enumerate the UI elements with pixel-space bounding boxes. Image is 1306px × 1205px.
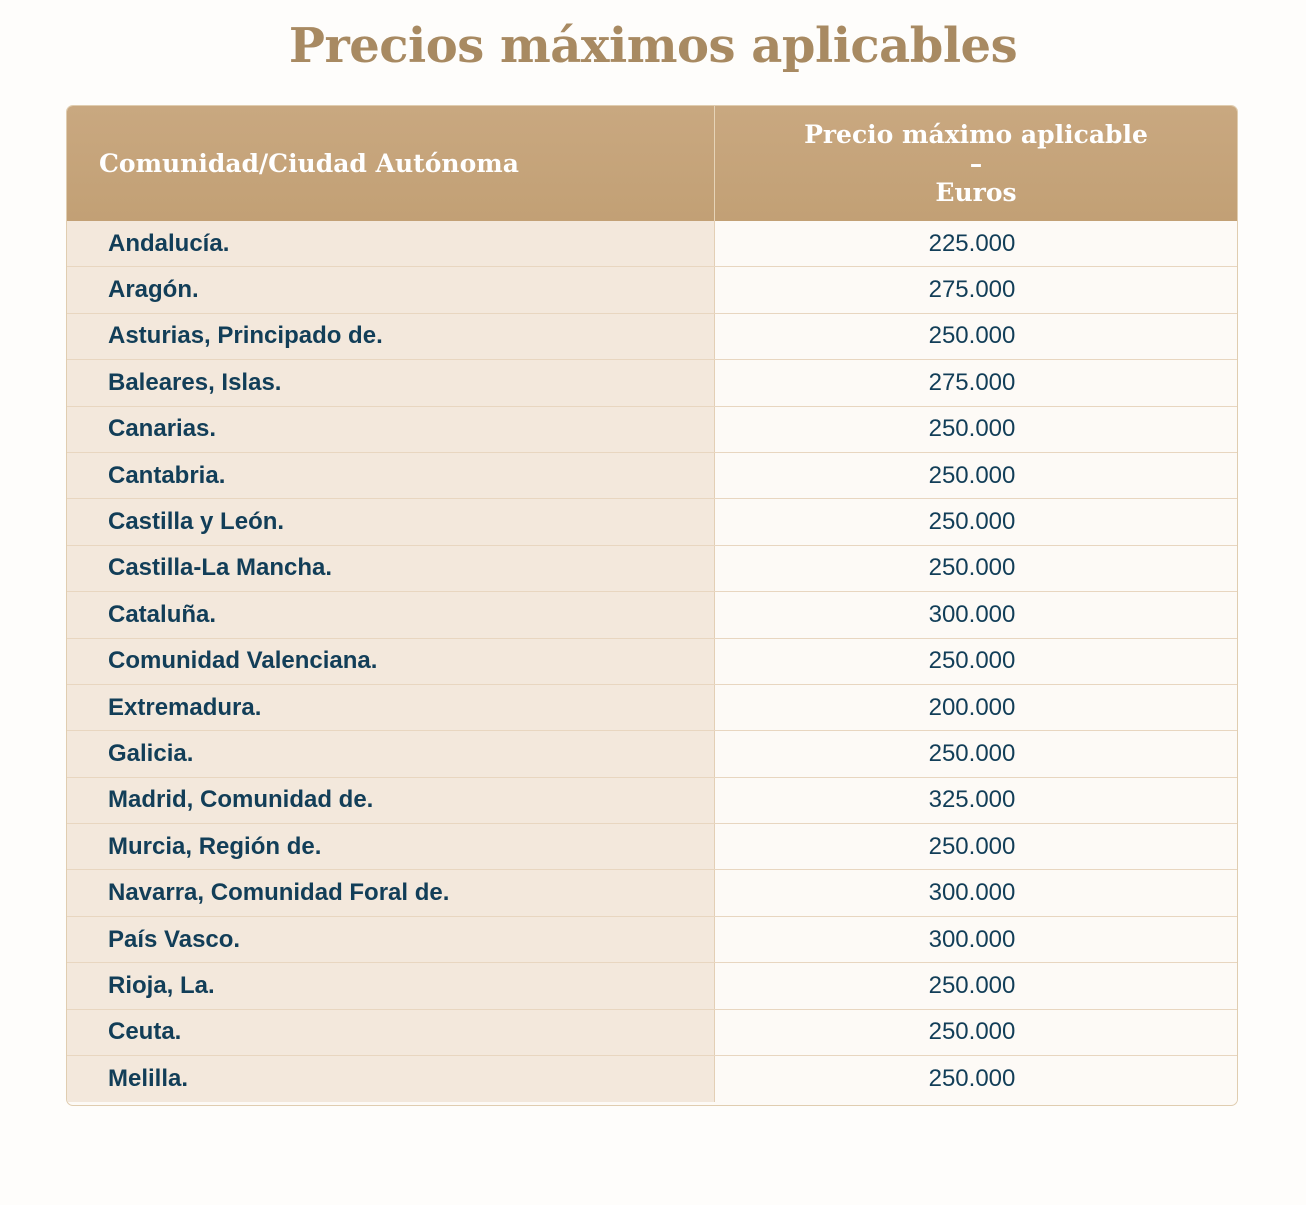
table-row	[67, 870, 1237, 916]
table-row	[67, 546, 1237, 592]
table-row	[67, 221, 1237, 267]
price-cell: 275.000	[715, 267, 1237, 312]
table-row	[67, 685, 1237, 731]
price-cell: 250.000	[715, 407, 1237, 452]
region-cell: País Vasco.	[67, 917, 715, 962]
header-price-line2: –	[969, 149, 983, 178]
table-row	[67, 453, 1237, 499]
price-cell: 200.000	[715, 685, 1237, 730]
price-cell: 225.000	[715, 221, 1237, 266]
region-cell: Canarias.	[67, 407, 715, 452]
region-cell: Ceuta.	[67, 1010, 715, 1055]
table-row	[67, 1010, 1237, 1056]
region-cell: Extremadura.	[67, 685, 715, 730]
price-cell: 300.000	[715, 592, 1237, 637]
table-row	[67, 314, 1237, 360]
region-cell: Cantabria.	[67, 453, 715, 498]
price-cell: 250.000	[715, 824, 1237, 869]
table-body	[67, 221, 1237, 1102]
price-cell: 300.000	[715, 917, 1237, 962]
header-region-label: Comunidad/Ciudad Autónoma	[99, 149, 519, 178]
price-cell: 275.000	[715, 360, 1237, 405]
table-row	[67, 592, 1237, 638]
header-price	[715, 106, 1237, 221]
price-cell: 250.000	[715, 963, 1237, 1008]
price-cell: 325.000	[715, 778, 1237, 823]
table-header	[67, 106, 1237, 221]
region-cell: Aragón.	[67, 267, 715, 312]
price-cell: 250.000	[715, 453, 1237, 498]
price-cell: 250.000	[715, 1056, 1237, 1102]
table-row	[67, 917, 1237, 963]
table-row	[67, 778, 1237, 824]
region-cell: Asturias, Principado de.	[67, 314, 715, 359]
price-cell: 300.000	[715, 870, 1237, 915]
header-price-line3: Euros	[935, 178, 1017, 207]
table-row	[67, 407, 1237, 453]
table-row	[67, 499, 1237, 545]
region-cell: Galicia.	[67, 731, 715, 776]
region-cell: Castilla y León.	[67, 499, 715, 544]
region-cell: Rioja, La.	[67, 963, 715, 1008]
region-cell: Navarra, Comunidad Foral de.	[67, 870, 715, 915]
price-cell: 250.000	[715, 1010, 1237, 1055]
table-row	[67, 639, 1237, 685]
region-cell: Cataluña.	[67, 592, 715, 637]
price-cell: 250.000	[715, 499, 1237, 544]
table-row	[67, 267, 1237, 313]
region-cell: Murcia, Región de.	[67, 824, 715, 869]
region-cell: Baleares, Islas.	[67, 360, 715, 405]
header-price-line1: Precio máximo aplicable	[804, 120, 1148, 149]
region-cell: Melilla.	[67, 1056, 715, 1102]
price-cell: 250.000	[715, 639, 1237, 684]
table-row	[67, 963, 1237, 1009]
price-cell: 250.000	[715, 546, 1237, 591]
region-cell: Madrid, Comunidad de.	[67, 778, 715, 823]
table-row	[67, 1056, 1237, 1102]
page-title: Precios máximos aplicables	[288, 18, 1018, 74]
region-cell: Andalucía.	[67, 221, 715, 266]
table-row	[67, 824, 1237, 870]
region-cell: Castilla-La Mancha.	[67, 546, 715, 591]
header-region	[67, 106, 715, 221]
region-cell: Comunidad Valenciana.	[67, 639, 715, 684]
price-cell: 250.000	[715, 314, 1237, 359]
table-row	[67, 731, 1237, 777]
price-table	[66, 105, 1238, 1106]
table-row	[67, 360, 1237, 406]
price-cell: 250.000	[715, 731, 1237, 776]
